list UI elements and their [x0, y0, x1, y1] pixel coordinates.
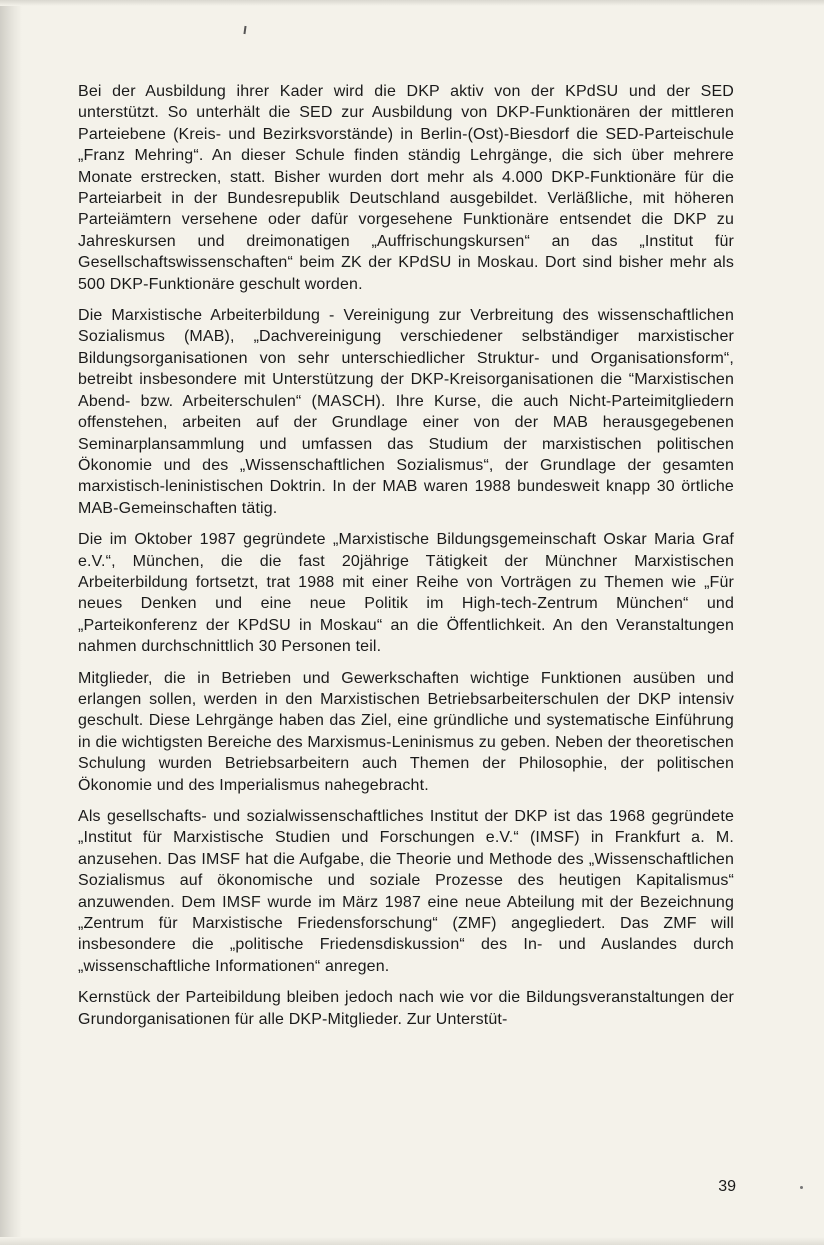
scan-mark: [243, 26, 246, 34]
paragraph-imsf: Als gesellschafts- und sozialwissenschaftliches Institut der DKP ist das 1968 gegründete „Institut für Marxistische Studien und Forschungen e.V.“ (IMSF) in Frankfurt a. M. anzusehen. Das IMSF hat die Aufgabe, die Theorie und Methode des „Wissenschaftlichen Sozialismus auf ökonomische und soziale Prozesse des heutigen Kapitalismus“ anzuwenden. Dem IMSF wurde im März 1987 eine neue Abteilung mit der Bezeichnung „Zentrum für Marxistische Friedensforschung“ (ZMF) angegliedert. Das ZMF will insbesondere die „politische Friedensdiskussion“ des In- und Auslandes durch „wissenschaftliche Informationen“ anregen.: [78, 808, 734, 975]
paragraph-parteibildung: Kernstück der Parteibildung bleiben jedoch nach wie vor die Bildungsveranstaltungen der Grundorganisationen für alle DKP-Mitglieder. Zur Unterstüt-: [78, 989, 734, 1028]
page-top-edge: [0, 0, 824, 6]
page-bottom-edge: [0, 1237, 824, 1245]
margin-dot: [800, 1186, 803, 1189]
paragraph-mab: Die Marxistische Arbeiterbildung - Vereinigung zur Verbreitung des wissenschaftlichen Sozialismus (MAB), „Dachvereinigung verschiedener selbständiger marxistischer Bildungsorganisationen von sehr unterschiedlicher Struktur- und Organisationsform“, betreibt insbesondere mit Unterstützung der DKP-Kreisorganisationen die “Marxistischen Abend- bzw. Arbeiterschulen“ (MASCH). Ihre Kurse, die auch Nicht-Parteimitgliedern offenstehen, arbeiten auf der Grundlage einer von der MAB herausgegebenen Seminarplansammlung und umfassen das Studium der marxistischen politischen Ökonomie und des „Wissenschaftlichen Sozialismus“, der Grundlage der gesamten marxistisch-leninistischen Doktrin. In der MAB waren 1988 bundesweit knapp 30 örtliche MAB-Gemeinschaften tätig.: [78, 307, 734, 517]
binding-shadow: [0, 0, 22, 1245]
paragraph-cadre-training: Bei der Ausbildung ihrer Kader wird die DKP aktiv von der KPdSU und der SED unterstützt. So unterhält die SED zur Ausbildung von DKP-Funktionären der mittleren Parteiebene (Kreis- und Bezirksvorstände) in Berlin-(Ost)-Biesdorf die SED-Parteischule „Franz Mehring“. An dieser Schule finden ständig Lehrgänge, die sich über mehrere Monate erstrecken, statt. Bisher wurden dort mehr als 4.000 DKP-Funktionäre für die Parteiarbeit in der Bundesrepublik Deutschland ausgebildet. Verläßliche, mit höheren Parteiämtern versehene oder dafür vorgesehene Funktionäre entsendet die DKP zu Jahreskursen und dreimonatigen „Auffrischungskursen“ an das „Institut für Gesellschaftswissenschaften“ beim ZK der KPdSU in Moskau. Dort sind bisher mehr als 500 DKP-Funktionäre geschult worden.: [78, 83, 734, 293]
page-number: 39: [718, 1178, 736, 1195]
paragraph-oskar-maria-graf: Die im Oktober 1987 gegründete „Marxistische Bildungsgemeinschaft Oskar Maria Graf e.V.“, München, die die fast 20jährige Tätigkeit der Münchner Marxistischen Arbeiterbildung fortsetzt, trat 1988 mit einer Reihe von Vorträgen zu Themen wie „Für neues Denken und eine neue Politik im High-tech-Zentrum München“ und „Parteikonferenz der KPdSU in Moskau“ an die Öffentlichkeit. An den Veranstaltungen nahmen durchschnittlich 30 Personen teil.: [78, 531, 734, 656]
body-text: [78, 81, 734, 1040]
paragraph-betriebsarbeiterschulen: Mitglieder, die in Betrieben und Gewerkschaften wichtige Funktionen ausüben und erlangen sollen, werden in den Marxistischen Betriebsarbeiterschulen der DKP intensiv geschult. Diese Lehrgänge haben das Ziel, eine gründliche und systematische Einführung in die wichtigsten Bereiche des Marxismus-Leninismus zu geben. Neben der theoretischen Schulung wurden Betriebsarbeitern auch Themen der Philosophie, der politischen Ökonomie und des Imperialismus nahegebracht.: [78, 669, 734, 794]
